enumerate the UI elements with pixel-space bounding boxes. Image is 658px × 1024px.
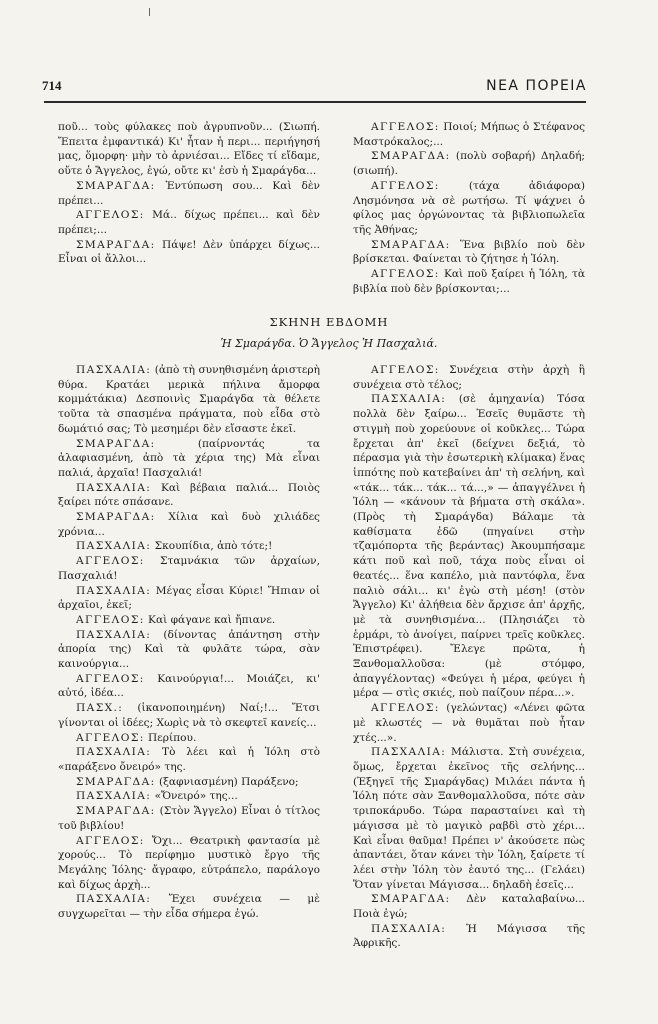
dialogue-paragraph: [58, 672, 320, 701]
column-top-right: [353, 120, 585, 296]
dialogue-text: (ἀπὸ τὴ συνηθισμένη ἀριστερὴ θύρα. Κρατάει μερικὰ πήλινα ἄμορφα κομμάτάκια) Δεσποινὶς Σμαράγδα τὰ θέλετε τοῦτα τὰ σπασμένα πράγματα, ποὺ εἶδα στὸ δωμάτιό σας; Τὸ μεσημέρι δὲν εἴσαστε ἐκεῖ.: [58, 364, 320, 435]
column-bottom-right: [353, 363, 585, 951]
dialogue-text: Καὶ ποῦ ξαίρει ἡ Ἰόλη, τὰ βιβλία ποὺ δὲν βρίσκονται;...: [353, 268, 585, 295]
dialogue-paragraph: [58, 179, 320, 208]
dialogue-text: Καὶ φάγανε καὶ ἤπιανε.: [144, 613, 276, 626]
dialogue-paragraph: [353, 745, 585, 892]
journal-title: ΝΕΑ ΠΟΡΕΙΑ: [486, 78, 587, 94]
dialogue-text: Καινούργια!... Μοιάζει, κι' αὐτό, ἰδέα...: [58, 672, 320, 700]
speaker-name: ΑΓΓΕΛΟΣ:: [371, 364, 440, 376]
column-top-left: [58, 120, 320, 267]
speaker-name: ΣΜΑΡΑΓΔΑ:: [76, 437, 156, 450]
dialogue-paragraph: [58, 775, 320, 790]
speaker-name: ΣΜΑΡΑΓΔΑ:: [76, 775, 156, 788]
dialogue-paragraph: [58, 789, 320, 804]
dialogue-text: (τάχα ἀδιάφορα) Λησμόνησα νὰ σὲ ρωτήσω. Τί ψάχνει ὁ φίλος μας ὀργώνοντας τὰ βιβλιοπωλεῖα τῆς Ἀθήνας;: [353, 179, 585, 236]
speaker-name: ΠΑΣΧ.:: [76, 702, 124, 715]
speaker-name: ΠΑΣΧΑΛΙΑ:: [76, 893, 152, 906]
dialogue-paragraph: [353, 922, 585, 951]
dialogue-text: Συνέχεια στὴν ἀρχὴ ἢ συνέχεια στὸ τέλος;: [353, 364, 585, 391]
dialogue-paragraph: [58, 539, 320, 554]
speaker-name: ΣΜΑΡΑΓΔΑ:: [76, 511, 156, 524]
speaker-name: ΣΜΑΡΑΓΔΑ:: [76, 805, 156, 818]
speaker-name: ΠΑΣΧΑΛΙΑ:: [76, 628, 152, 641]
dialogue-text: Ἔχει συνέχεια — μὲ συγχωρεῖται — τὴν εἶδα σήμερα ἐγώ.: [58, 893, 320, 921]
dialogue-paragraph: [58, 892, 320, 921]
page-number: 714: [42, 78, 62, 93]
dialogue-text: (ἱκανοποιημένη) Ναί;!... Ἔτσι γίνονται οἱ ἰδέες; Χωρὶς νὰ τὸ σκεφτεῖ κανείς...: [58, 702, 320, 729]
dialogue-paragraph: [58, 701, 320, 730]
speaker-name: ΠΑΣΧΑΛΙΑ:: [76, 364, 152, 376]
dialogue-text: (γελώντας) «Λένει φῶτα μὲ κλωστές — νὰ θυμᾶται ποὺ ἦταν χτές...».: [353, 702, 585, 744]
dialogue-text: (σὲ ἀμηχανία) Τόσα πολλὰ δὲν ξαίρω... Ἐσεῖς θυμᾶστε τὴ στιγμὴ ποὺ χορεύουνε οἱ κοῦκλες... Τώρα ἔρχεται ἀπ' ἐκεῖ (δείχνει δεξιά, τὸ πέρασμα γιὰ τὴν ἐσωτερικὴ κλίμακα) ἕνας ἱππότης ποὺ κατεβαίνει ἀπ' τὴ σελήνη, καὶ «τάκ... τάκ... τάκ... τά...,» — ἀπαγγέλνει ἡ Ἰόλη — «κάνουν τὰ βήματα στὴ σκάλα». (Πρὸς τὴ Σμαράγδα) Βάλαμε τὰ καθίσματα ἐδῶ (πηγαίνει στὴν τζαμόπορτα τῆς βεράντας) Ἀκουμπήσαμε κάτι ποῦ καὶ ποῦ, τάχα ποὺς εἶναι οἱ θεατές... ἕνα καπέλο, μιὰ παντόφλα, ἕνα παλιὸ σάλι... κι' ἐγὼ στὴ μέση! (στὸν Ἄγγελο) Κι' ἀλήθεια δὲν ἄρχισε ἀπ' ἀρχῆς, μὲ τὰ συνηθισμένα... (Πλησιάζει τὸ ἑρμάρι, τὸ ἀνοίγει, παίρνει τρεῖς κοῦκλες. Ἐπιστρέφει). Ἔλεγε πρῶτα, ἡ Ξανθομαλλοῦσα: (μὲ στόμφο, ἀπαγγέλοντας) «Φεύγει ἡ μέρα, φεύγει ἡ μέρα — στὶς σκιές, ποὺ παίζουν πέρα...».: [353, 393, 585, 700]
speaker-name: ΣΜΑΡΑΓΔΑ:: [76, 179, 156, 192]
dialogue-text: «Ὄνειρό» της...: [151, 790, 238, 803]
dialogue-text: Μά.. δίχως πρέπει... καὶ δὲν πρέπει;...: [58, 209, 320, 236]
speaker-name: ΠΑΣΧΑΛΙΑ:: [76, 540, 152, 553]
dialogue-text: (Στὸν Ἄγγελο) Εἶναι ὁ τίτλος τοῦ βιβλίου!: [58, 805, 320, 832]
scan-mark: [149, 8, 150, 16]
speaker-name: ΑΓΓΕΛΟΣ:: [371, 121, 440, 133]
dialogue-text: Ἡ Μάγισσα τῆς Ἀφρικῆς.: [353, 922, 585, 950]
dialogue-text: (πολὺ σοβαρή) Δηλαδή; (σιωπή).: [353, 150, 585, 178]
dialogue-text: Περίπου.: [144, 731, 197, 744]
dialogue-text: Σταμνάκια τῶν ἀρχαίων, Πασχαλιά!: [58, 555, 320, 582]
dialogue-paragraph: [58, 481, 320, 510]
dialogue-text: Δὲν καταλαβαίνω... Ποιὰ ἐγώ;: [353, 893, 585, 921]
dialogue-text: Ἐντύπωση σου... Καὶ δὲν πρέπει...: [58, 179, 320, 207]
dialogue-paragraph: [58, 554, 320, 583]
speaker-name: ΠΑΣΧΑΛΙΑ:: [76, 746, 152, 759]
dialogue-paragraph: [353, 392, 585, 701]
dialogue-text: Τὸ λέει καὶ ἡ Ἰόλη στὸ «παράξενο ὄνειρό» της.: [58, 746, 320, 773]
speaker-name: ΣΜΑΡΑΓΔΑ:: [371, 893, 451, 906]
speaker-name: ΑΓΓΕΛΟΣ:: [371, 179, 440, 192]
speaker-name: ΣΜΑΡΑΓΔΑ:: [371, 238, 451, 251]
dialogue-text: (δίνοντας ἀπάντηση στὴν ἀπορία της) Καὶ τὰ φυλᾶτε τώρα, σὰν καινούργια...: [58, 628, 320, 671]
speaker-name: ΑΓΓΕΛΟΣ:: [76, 209, 145, 222]
speaker-name: ΑΓΓΕΛΟΣ:: [76, 731, 145, 744]
dialogue-text: Σκουπίδια, ἀπὸ τότε;!: [151, 540, 273, 553]
speaker-name: ΑΓΓΕΛΟΣ:: [76, 834, 145, 847]
speaker-name: ΠΑΣΧΑΛΙΑ:: [371, 393, 447, 406]
dialogue-text: Μέγας εἶσαι Κύριε! Ἤπιαν οἱ ἀρχαῖοι, ἐκεῖ;: [58, 584, 320, 612]
dialogue-paragraph: [353, 120, 585, 149]
dialogue-text: Καὶ βέβαια παλιά... Ποιὸς ξαίρει πότε σπάσανε.: [58, 481, 320, 509]
dialogue-text: Πάψε! Δὲν ὑπάρχει δίχως... Εἶναι οἱ ἄλλοι...: [58, 238, 320, 266]
dialogue-paragraph: [58, 804, 320, 833]
header-rule: [44, 101, 586, 103]
dialogue-paragraph: [353, 892, 585, 921]
dialogue-paragraph: [58, 238, 320, 267]
speaker-name: ΠΑΣΧΑΛΙΑ:: [76, 481, 152, 494]
speaker-name: ΠΑΣΧΑΛΙΑ:: [76, 790, 152, 803]
column-bottom-left: [58, 363, 320, 922]
dialogue-paragraph: [58, 731, 320, 746]
dialogue-paragraph: [58, 437, 320, 481]
dialogue-text: (ξαφνιασμένη) Παράξενο;: [155, 775, 299, 788]
dialogue-paragraph: [58, 363, 320, 437]
dialogue-text: Χίλια καὶ δυὸ χιλιάδες χρόνια...: [58, 511, 320, 538]
speaker-name: ΑΓΓΕΛΟΣ:: [371, 268, 440, 281]
dialogue-paragraph: [58, 510, 320, 539]
dialogue-paragraph: [353, 149, 585, 178]
speaker-name: ΣΜΑΡΑΓΔΑ:: [76, 238, 156, 251]
speaker-name: ΠΑΣΧΑΛΙΑ:: [371, 922, 447, 935]
scene-cast: Ἡ Σμαράγδα. Ὁ Ἄγγελος Ἡ Πασχαλιά.: [220, 337, 438, 350]
speaker-name: ΠΑΣΧΑΛΙΑ:: [371, 746, 447, 759]
dialogue-paragraph: [58, 628, 320, 672]
dialogue-text: Μάλιστα. Στὴ συνέχεια, ὅμως, ἔρχεται ἐκεῖνος τῆς σελήνης... (Ἐξηγεῖ τῆς Σμαράγδας) Μιλάει πάντα ἡ Ἰόλη πότε σὰν Ξανθομαλλοῦσα, πότε σὰν τριποκάρυδο. Τώρα παρασταίνει καὶ τὴ μάγισσα μὲ τὸ μαγικὸ ραβδὶ στὸ χέρι... Καὶ εἶναι θαῦμα! Πρέπει ν' ἀκούσετε πὼς ἀπαντάει, ὅταν κάνει τὴν Ἰόλη, ξαίρετε τί λέει στὴν Ἰόλη τὸν ἑαυτό της... (Γελάει) Ὅταν γίνεται Μάγισσα... δηλαδὴ ἐσεῖς...: [353, 746, 585, 891]
speaker-name: ΑΓΓΕΛΟΣ:: [371, 702, 440, 715]
dialogue-paragraph: [58, 834, 320, 893]
dialogue-continuation: [58, 120, 320, 179]
dialogue-text: Ἕνα βιβλίο ποὺ δὲν βρίσκεται. Φαίνεται τὸ ζήτησε ἡ Ἰόλη.: [353, 238, 585, 266]
speaker-name: ΑΓΓΕΛΟΣ:: [76, 555, 145, 568]
speaker-name: ΑΓΓΕΛΟΣ:: [76, 613, 145, 626]
dialogue-paragraph: [353, 179, 585, 238]
speaker-name: ΑΓΓΕΛΟΣ:: [76, 672, 145, 685]
dialogue-paragraph: [353, 363, 585, 392]
dialogue-paragraph: [58, 584, 320, 613]
dialogue-text: (παίρνοντάς τα ἀλαφιασμένη, ἀπὸ τὰ χέρια της) Μὰ εἶναι παλιά, ἀρχαῖα! Πασχαλιά!: [58, 437, 320, 479]
speaker-name: ΣΜΑΡΑΓΔΑ:: [371, 150, 451, 163]
dialogue-paragraph: [353, 267, 585, 296]
dialogue-text: Ὄχι... Θεατρικὴ φαντασία μὲ χορούς... Τὸ περίφημο μυστικὸ ἔργο τῆς Μεγάλης Ἰόλης· ἄγραφο, εὐτράπελο, παράλογο καὶ δίχως ἀρχὴ...: [58, 834, 320, 891]
dialogue-paragraph: [58, 208, 320, 237]
dialogue-paragraph: [58, 613, 320, 628]
dialogue-text: Ποιοί; Μήπως ὁ Στέφανος Μαστρόκαλος;...: [353, 121, 585, 148]
dialogue-paragraph: [353, 701, 585, 745]
dialogue-paragraph: [58, 745, 320, 774]
dialogue-text: ποῦ... τοὺς φύλακες ποὺ ἀγρυπνοῦν... (Σιωπή. Ἔπειτα ἐμφαντικά) Κι' ἦταν ἡ περι... περιήγησή μας, ὅμορφη· μὴν τὸ ἀρνιέσαι... Εἴδες τί εἴδαμε, οὔτε ὁ Ἄγγελος, ἐγώ, οὔτε κι' ἐσὺ ἡ Σμαράγδα...: [58, 121, 320, 178]
scene-heading: ΣΚΗΝΗ ΕΒΔΟΜΗ: [269, 315, 389, 329]
speaker-name: ΠΑΣΧΑΛΙΑ:: [76, 584, 152, 597]
page-header: [42, 78, 587, 98]
dialogue-paragraph: [353, 238, 585, 267]
